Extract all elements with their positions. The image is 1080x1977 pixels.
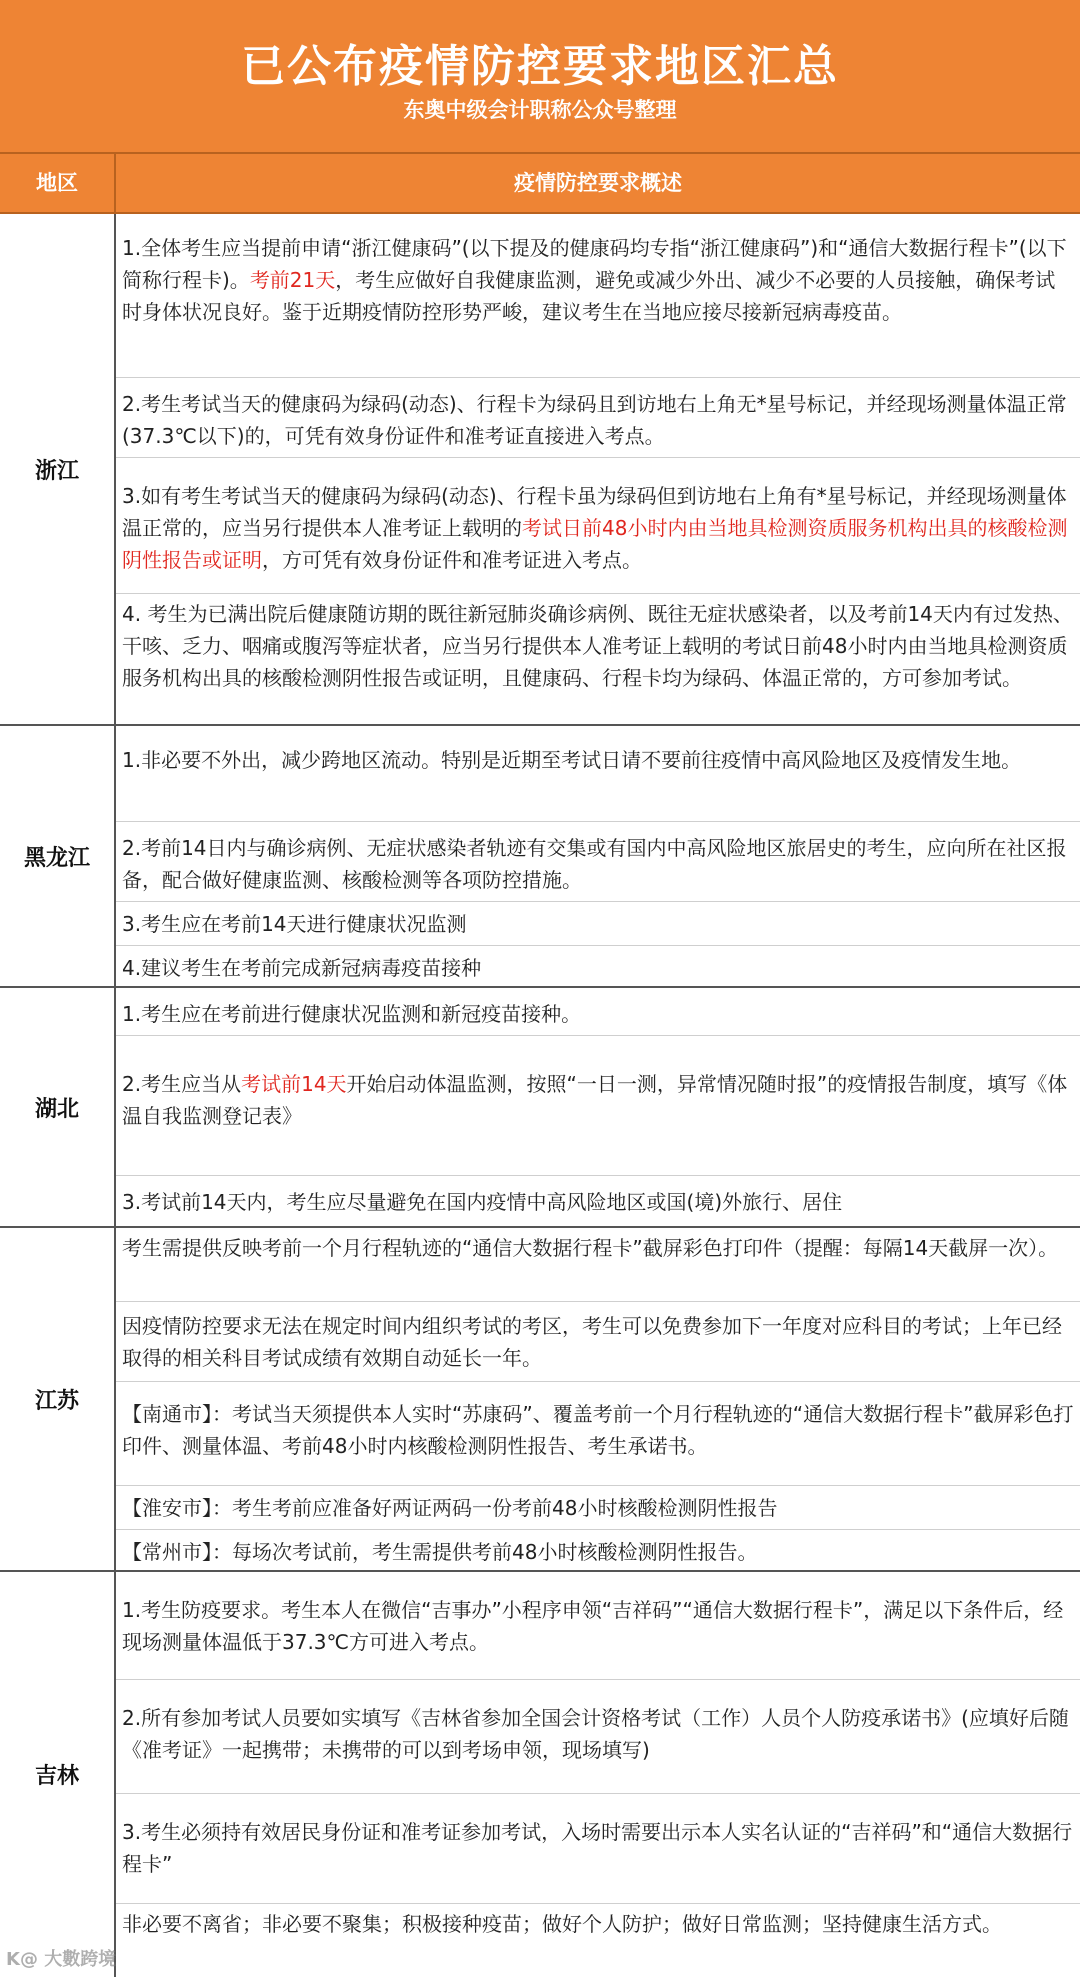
list-item: 2.考生应当从考试前14天开始启动体温监测，按照“一日一测，异常情况随时报”的疫情报告制度，填写《体温自我监测登记表》 bbox=[116, 1036, 1080, 1176]
list-item: 3.如有考生考试当天的健康码为绿码(动态)、行程卡虽为绿码但到访地右上角有*星号标记，并经现场测量体温正常的，应当另行提供本人准考证上载明的考试日前48小时内由当地具检测资质服务机构出具的核酸检测阴性报告或证明，方可凭有效身份证件和准考证进入考点。 bbox=[116, 458, 1080, 594]
list-item: 因疫情防控要求无法在规定时间内组织考试的考区，考生可以免费参加下一年度对应科目的考试；上年已经取得的相关科目考试成绩有效期自动延长一年。 bbox=[116, 1302, 1080, 1382]
page-header bbox=[0, 0, 1080, 152]
footer-watermark: K@ 大數跨境 bbox=[6, 1949, 117, 1970]
list-item: 1.考生应在考前进行健康状况监测和新冠疫苗接种。 bbox=[116, 988, 1080, 1036]
list-item: 2.所有参加考试人员要如实填写《吉林省参加全国会计资格考试（工作）人员个人防疫承诺书》(应填好后随《准考证》一起携带；未携带的可以到考场申领，现场填写) bbox=[116, 1680, 1080, 1794]
region-name: 吉林 bbox=[0, 1572, 116, 1977]
region-name: 黑龙江 bbox=[0, 726, 116, 986]
list-item: 4. 考生为已满出院后健康随访期的既往新冠肺炎确诊病例、既往无症状感染者，以及考前14天内有过发热、干咳、乏力、咽痛或腹泻等症状者，应当另行提供本人准考证上载明的考试日前48小时内由当地具检测资质服务机构出具的核酸检测阴性报告或证明，且健康码、行程卡均为绿码、体温正常的，方可参加考试。 bbox=[122, 602, 1073, 690]
region-name: 湖北 bbox=[0, 988, 116, 1226]
region-zhejiang bbox=[0, 214, 1080, 726]
region-hubei bbox=[0, 988, 1080, 1228]
list-item: 3.考生应在考前14天进行健康状况监测 bbox=[116, 902, 1080, 946]
list-item: 3.考试前14天内，考生应尽量避免在国内疫情中高风险地区或国(境)外旅行、居住 bbox=[122, 1190, 843, 1214]
list-item: 2.考生考试当天的健康码为绿码(动态)、行程卡为绿码且到访地右上角无*星号标记，并经现场测量体温正常(37.3℃以下)的，可凭有效身份证件和准考证直接进入考点。 bbox=[116, 378, 1080, 458]
region-name: 江苏 bbox=[0, 1228, 116, 1570]
table-header bbox=[0, 152, 1080, 214]
column-header-summary: 疫情防控要求概述 bbox=[514, 171, 682, 195]
list-item: 2.考前14日内与确诊病例、无症状感染者轨迹有交集或有国内中高风险地区旅居史的考生，应向所在社区报备，配合做好健康监测、核酸检测等各项防控措施。 bbox=[116, 822, 1080, 902]
list-item: 【南通市】：考试当天须提供本人实时“苏康码”、覆盖考前一个月行程轨迹的“通信大数据行程卡”截屏彩色打印件、测量体温、考前48小时内核酸检测阴性报告、考生承诺书。 bbox=[116, 1382, 1080, 1486]
region-heilongjiang bbox=[0, 726, 1080, 988]
list-item: 1.全体考生应当提前申请“浙江健康码”(以下提及的健康码均专指“浙江健康码”)和“通信大数据行程卡”(以下简称行程卡)。考前21天，考生应做好自我健康监测，避免或减少外出、减少不必要的人员接触，确保考试时身体状况良好。鉴于近期疫情防控形势严峻，建议考生在当地应接尽接新冠病毒疫苗。 bbox=[116, 232, 1080, 378]
list-item: 【淮安市】：考生考前应准备好两证两码一份考前48小时核酸检测阴性报告 bbox=[116, 1486, 1080, 1530]
region-jiangsu bbox=[0, 1228, 1080, 1572]
page-subtitle: 东奥中级会计职称公众号整理 bbox=[403, 98, 677, 122]
column-header-region: 地区 bbox=[0, 154, 116, 212]
list-item: 【常州市】：每场次考试前，考生需提供考前48小时核酸检测阴性报告。 bbox=[122, 1540, 758, 1564]
region-name: 浙江 bbox=[0, 214, 116, 724]
list-item: 考生需提供反映考前一个月行程轨迹的“通信大数据行程卡”截屏彩色打印件（提醒：每隔14天截屏一次）。 bbox=[116, 1228, 1080, 1302]
region-jilin bbox=[0, 1572, 1080, 1977]
list-item: 3.考生必须持有效居民身份证和准考证参加考试，入场时需要出示本人实名认证的“吉祥码”和“通信大数据行程卡” bbox=[116, 1794, 1080, 1904]
page-title: 已公布疫情防控要求地区汇总 bbox=[241, 41, 839, 92]
list-item: 1.考生防疫要求。考生本人在微信“吉事办”小程序申领“吉祥码”“通信大数据行程卡”，满足以下条件后，经现场测量体温低于37.3℃方可进入考点。 bbox=[116, 1572, 1080, 1680]
list-item: 非必要不离省；非必要不聚集；积极接种疫苗；做好个人防护；做好日常监测；坚持健康生活方式。 bbox=[122, 1912, 1002, 1936]
list-item: 4.建议考生在考前完成新冠病毒疫苗接种 bbox=[122, 956, 482, 980]
list-item: 1.非必要不外出，减少跨地区流动。特别是近期至考试日请不要前往疫情中高风险地区及疫情发生地。 bbox=[116, 726, 1080, 822]
